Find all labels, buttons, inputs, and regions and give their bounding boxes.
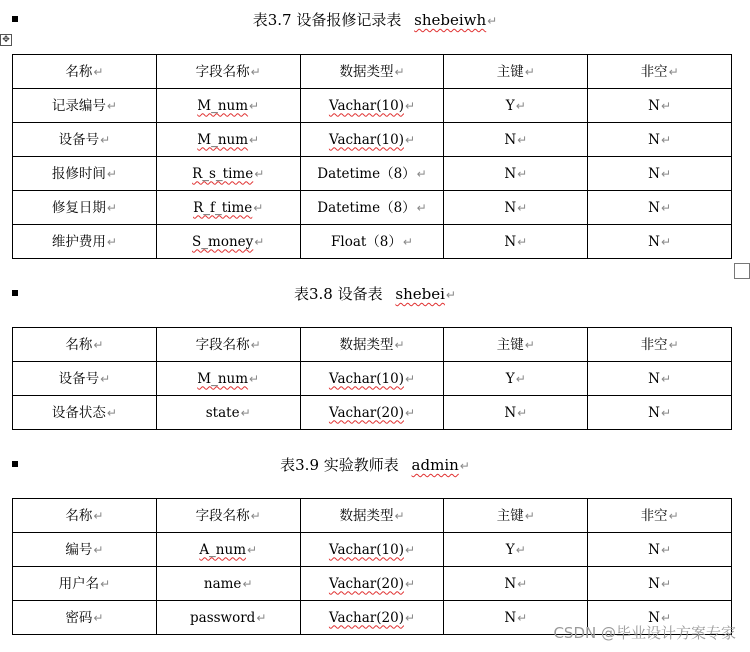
paragraph-mark: ↵ xyxy=(515,98,526,113)
table-row xyxy=(13,533,732,567)
table-cell[interactable] xyxy=(444,123,588,157)
paragraph-mark: ↵ xyxy=(404,98,416,113)
cell-text: 字段名称 xyxy=(195,63,250,80)
header-cell[interactable] xyxy=(13,328,157,362)
cell-text: Datetime（8） xyxy=(317,165,416,182)
table-cell[interactable] xyxy=(156,567,300,601)
table-caption xyxy=(0,455,750,476)
cell-text: N xyxy=(504,131,517,148)
paragraph-mark: ↵ xyxy=(517,234,528,249)
table-row xyxy=(13,89,732,123)
cell-text: N xyxy=(504,199,517,216)
table-cell[interactable] xyxy=(156,601,300,635)
table-cell[interactable] xyxy=(156,89,300,123)
table-cell[interactable] xyxy=(444,225,588,259)
cell-text: N xyxy=(648,131,660,148)
table-cell[interactable] xyxy=(300,225,444,259)
paragraph-mark: ↵ xyxy=(254,166,265,181)
cell-text: Vachar(20) xyxy=(328,609,404,626)
paragraph-mark: ↵ xyxy=(100,132,111,147)
paragraph-mark: ↵ xyxy=(254,234,265,249)
cell-text: N xyxy=(648,609,660,626)
paragraph-mark: ↵ xyxy=(404,371,416,386)
paragraph-mark: ↵ xyxy=(247,542,258,557)
cell-text: 记录编号 xyxy=(51,97,106,114)
table-cell[interactable] xyxy=(13,362,157,396)
paragraph-mark: ↵ xyxy=(250,337,261,352)
paragraph-mark: ↵ xyxy=(404,132,416,147)
paragraph-mark: ↵ xyxy=(416,166,427,181)
paragraph-mark: ↵ xyxy=(249,371,260,386)
paragraph-mark: ↵ xyxy=(524,508,535,523)
table-cell[interactable] xyxy=(588,89,732,123)
cell-text: N xyxy=(648,575,660,592)
cell-text: Datetime（8） xyxy=(317,199,416,216)
header-cell[interactable] xyxy=(300,55,444,89)
paragraph-mark: ↵ xyxy=(404,576,416,591)
table-cell[interactable] xyxy=(588,157,732,191)
cell-text: Y xyxy=(505,370,515,387)
table-cell[interactable] xyxy=(13,123,157,157)
header-cell[interactable] xyxy=(156,55,300,89)
paragraph-mark: ↵ xyxy=(668,337,679,352)
cell-text: 名称 xyxy=(65,63,93,80)
paragraph-mark: ↵ xyxy=(660,405,672,420)
table-cell[interactable] xyxy=(300,157,444,191)
cell-text: S_money xyxy=(192,233,254,250)
paragraph-mark: ↵ xyxy=(445,288,456,302)
cell-text: N xyxy=(504,575,517,592)
table-move-handle-icon[interactable]: ✥ xyxy=(0,34,12,46)
header-cell[interactable] xyxy=(444,55,588,89)
table-cell[interactable] xyxy=(13,533,157,567)
table-cell[interactable] xyxy=(156,362,300,396)
paragraph-mark: ↵ xyxy=(256,610,267,625)
cell-text: 非空 xyxy=(640,336,668,353)
table-cell[interactable] xyxy=(300,533,444,567)
paragraph-mark: ↵ xyxy=(517,405,528,420)
table-cell[interactable] xyxy=(156,533,300,567)
table-cell[interactable] xyxy=(300,601,444,635)
table-cell[interactable] xyxy=(13,191,157,225)
header-cell[interactable] xyxy=(156,328,300,362)
cell-text: 设备号 xyxy=(58,131,100,148)
cell-text: 设备状态 xyxy=(51,404,106,421)
table-cell[interactable] xyxy=(156,225,300,259)
table-cell[interactable] xyxy=(13,157,157,191)
table-cell[interactable] xyxy=(444,396,588,430)
table-cell[interactable] xyxy=(444,89,588,123)
paragraph-mark: ↵ xyxy=(515,542,526,557)
cell-text: N xyxy=(504,165,517,182)
paragraph-mark: ↵ xyxy=(250,64,261,79)
paragraph-mark: ↵ xyxy=(106,166,117,181)
table-cell[interactable] xyxy=(13,225,157,259)
paragraph-mark: ↵ xyxy=(93,542,104,557)
cell-text: 数据类型 xyxy=(339,63,394,80)
cell-text: N xyxy=(648,404,660,421)
cell-text: 密码 xyxy=(65,609,93,626)
paragraph-mark: ↵ xyxy=(660,166,672,181)
table-row xyxy=(13,396,732,430)
cell-text: 用户名 xyxy=(58,575,100,592)
cell-text: 字段名称 xyxy=(195,507,250,524)
table-cell[interactable] xyxy=(444,362,588,396)
table-shebeiwh xyxy=(12,54,732,259)
table-shebei xyxy=(12,327,732,430)
table-cell[interactable] xyxy=(300,396,444,430)
cell-text: Float（8） xyxy=(331,233,402,250)
paragraph-mark: ↵ xyxy=(100,371,111,386)
cell-text: 非空 xyxy=(640,63,668,80)
paragraph-mark: ↵ xyxy=(106,200,117,215)
table-cell[interactable] xyxy=(444,567,588,601)
caption-cn: 表3.8 设备表 xyxy=(294,285,383,303)
paragraph-mark: ↵ xyxy=(660,371,672,386)
paragraph-mark: ↵ xyxy=(517,576,528,591)
cell-text: 主键 xyxy=(496,507,524,524)
paragraph-mark: ↵ xyxy=(660,542,672,557)
paragraph-mark: ↵ xyxy=(240,405,251,420)
cell-text: N xyxy=(504,404,517,421)
table-header-row xyxy=(13,55,732,89)
cell-text: Vachar(20) xyxy=(328,404,404,421)
table-cell[interactable] xyxy=(156,123,300,157)
table-cell[interactable] xyxy=(156,157,300,191)
cell-text: 主键 xyxy=(496,336,524,353)
table-cell[interactable] xyxy=(444,533,588,567)
paragraph-mark: ↵ xyxy=(106,98,117,113)
header-cell[interactable] xyxy=(13,55,157,89)
table-header-row xyxy=(13,328,732,362)
paragraph-mark: ↵ xyxy=(459,459,470,473)
table-cell[interactable] xyxy=(588,191,732,225)
table-cell[interactable] xyxy=(588,225,732,259)
table-cell[interactable] xyxy=(444,157,588,191)
cell-text: N xyxy=(504,609,517,626)
caption-en: shebeiwh xyxy=(414,11,487,29)
table-row xyxy=(13,191,732,225)
paragraph-mark: ↵ xyxy=(660,200,672,215)
paragraph-mark: ↵ xyxy=(660,576,672,591)
cell-text: Vachar(10) xyxy=(328,370,404,387)
cell-text: N xyxy=(648,370,660,387)
table-cell[interactable] xyxy=(588,567,732,601)
cell-text: Y xyxy=(505,97,515,114)
table-cell[interactable] xyxy=(300,89,444,123)
paragraph-mark: ↵ xyxy=(524,337,535,352)
cell-text: 字段名称 xyxy=(195,336,250,353)
paragraph-mark: ↵ xyxy=(660,132,672,147)
watermark: CSDN @毕业设计方案专家 xyxy=(553,624,736,642)
cell-text: name xyxy=(203,575,242,592)
cell-text: 修复日期 xyxy=(51,199,106,216)
table-cell[interactable] xyxy=(156,396,300,430)
table-cell[interactable] xyxy=(588,396,732,430)
cell-text: 名称 xyxy=(65,336,93,353)
cell-text: N xyxy=(648,541,660,558)
paragraph-mark: ↵ xyxy=(517,132,528,147)
paragraph-mark: ↵ xyxy=(93,508,104,523)
table-cell[interactable] xyxy=(13,396,157,430)
caption-en: admin xyxy=(411,456,459,474)
paragraph-mark: ↵ xyxy=(394,337,405,352)
table-cell[interactable] xyxy=(13,567,157,601)
header-cell[interactable] xyxy=(300,328,444,362)
header-cell[interactable] xyxy=(300,499,444,533)
paragraph-mark: ↵ xyxy=(660,610,672,625)
table-caption xyxy=(0,10,750,31)
cell-text: A_num xyxy=(199,541,247,558)
table-cell[interactable] xyxy=(300,123,444,157)
cell-text: R_f_time xyxy=(193,199,253,216)
paragraph-mark: ↵ xyxy=(416,200,427,215)
paragraph-mark: ↵ xyxy=(253,200,264,215)
table-cell[interactable] xyxy=(588,123,732,157)
paragraph-mark: ↵ xyxy=(249,98,260,113)
table-header-row xyxy=(13,499,732,533)
paragraph-mark: ↵ xyxy=(404,610,416,625)
header-cell[interactable] xyxy=(588,328,732,362)
paragraph-mark: ↵ xyxy=(93,610,104,625)
paragraph-mark: ↵ xyxy=(106,405,117,420)
header-cell[interactable] xyxy=(444,328,588,362)
cell-text: 名称 xyxy=(65,507,93,524)
cell-text: M_num xyxy=(197,370,249,387)
table-cell[interactable] xyxy=(300,567,444,601)
table-admin xyxy=(12,498,732,635)
paragraph-mark: ↵ xyxy=(668,64,679,79)
cell-text: state xyxy=(205,404,240,421)
table-cell[interactable] xyxy=(444,191,588,225)
cell-text: 维护费用 xyxy=(51,233,106,250)
paragraph-mark: ↵ xyxy=(100,576,111,591)
table-cell[interactable] xyxy=(13,89,157,123)
header-cell[interactable] xyxy=(156,499,300,533)
caption-cn: 表3.7 设备报修记录表 xyxy=(252,11,402,29)
table-caption xyxy=(0,284,750,305)
paragraph-mark: ↵ xyxy=(402,234,413,249)
cell-text: 非空 xyxy=(640,507,668,524)
paragraph-mark: ↵ xyxy=(93,337,104,352)
paragraph-mark: ↵ xyxy=(524,64,535,79)
paragraph-mark: ↵ xyxy=(394,508,405,523)
table-row xyxy=(13,362,732,396)
cell-text: 数据类型 xyxy=(339,336,394,353)
cell-text: N xyxy=(648,199,660,216)
cell-text: Vachar(10) xyxy=(328,541,404,558)
cell-text: M_num xyxy=(197,131,249,148)
caption-cn: 表3.9 实验教师表 xyxy=(280,456,399,474)
paragraph-mark: ↵ xyxy=(515,371,526,386)
paragraph-mark: ↵ xyxy=(487,14,498,28)
table-cell[interactable] xyxy=(300,362,444,396)
cell-text: Vachar(10) xyxy=(328,97,404,114)
table-cell[interactable] xyxy=(13,601,157,635)
cell-text: R_s_time xyxy=(192,165,254,182)
table-row xyxy=(13,225,732,259)
cell-text: 数据类型 xyxy=(339,507,394,524)
table-row xyxy=(13,567,732,601)
paragraph-mark: ↵ xyxy=(250,508,261,523)
paragraph-mark: ↵ xyxy=(404,405,416,420)
paragraph-mark: ↵ xyxy=(517,166,528,181)
table-cell[interactable] xyxy=(588,533,732,567)
table-cell[interactable] xyxy=(156,191,300,225)
table-resize-handle-icon[interactable] xyxy=(734,263,750,279)
header-cell[interactable] xyxy=(444,499,588,533)
cell-text: Y xyxy=(505,541,515,558)
table-row xyxy=(13,123,732,157)
cell-text: 编号 xyxy=(65,541,93,558)
paragraph-mark: ↵ xyxy=(668,508,679,523)
paragraph-mark: ↵ xyxy=(517,200,528,215)
paragraph-mark: ↵ xyxy=(517,610,528,625)
paragraph-mark: ↵ xyxy=(660,98,672,113)
paragraph-mark: ↵ xyxy=(660,234,672,249)
cell-text: Vachar(10) xyxy=(328,131,404,148)
cell-text: 设备号 xyxy=(58,370,100,387)
paragraph-mark: ↵ xyxy=(93,64,104,79)
caption-en: shebei xyxy=(395,285,445,303)
cell-text: N xyxy=(648,97,660,114)
header-cell[interactable] xyxy=(588,55,732,89)
cell-text: M_num xyxy=(197,97,249,114)
paragraph-mark: ↵ xyxy=(394,64,405,79)
cell-text: N xyxy=(504,233,517,250)
table-row xyxy=(13,157,732,191)
paragraph-mark: ↵ xyxy=(242,576,253,591)
table-cell[interactable] xyxy=(300,191,444,225)
paragraph-mark: ↵ xyxy=(249,132,260,147)
paragraph-mark: ↵ xyxy=(404,542,416,557)
cell-text: N xyxy=(648,165,660,182)
cell-text: 主键 xyxy=(496,63,524,80)
cell-text: password xyxy=(190,609,256,626)
cell-text: 报修时间 xyxy=(51,165,106,182)
table-cell[interactable] xyxy=(588,362,732,396)
header-cell[interactable] xyxy=(13,499,157,533)
paragraph-mark: ↵ xyxy=(106,234,117,249)
cell-text: Vachar(20) xyxy=(328,575,404,592)
header-cell[interactable] xyxy=(588,499,732,533)
cell-text: N xyxy=(648,233,660,250)
